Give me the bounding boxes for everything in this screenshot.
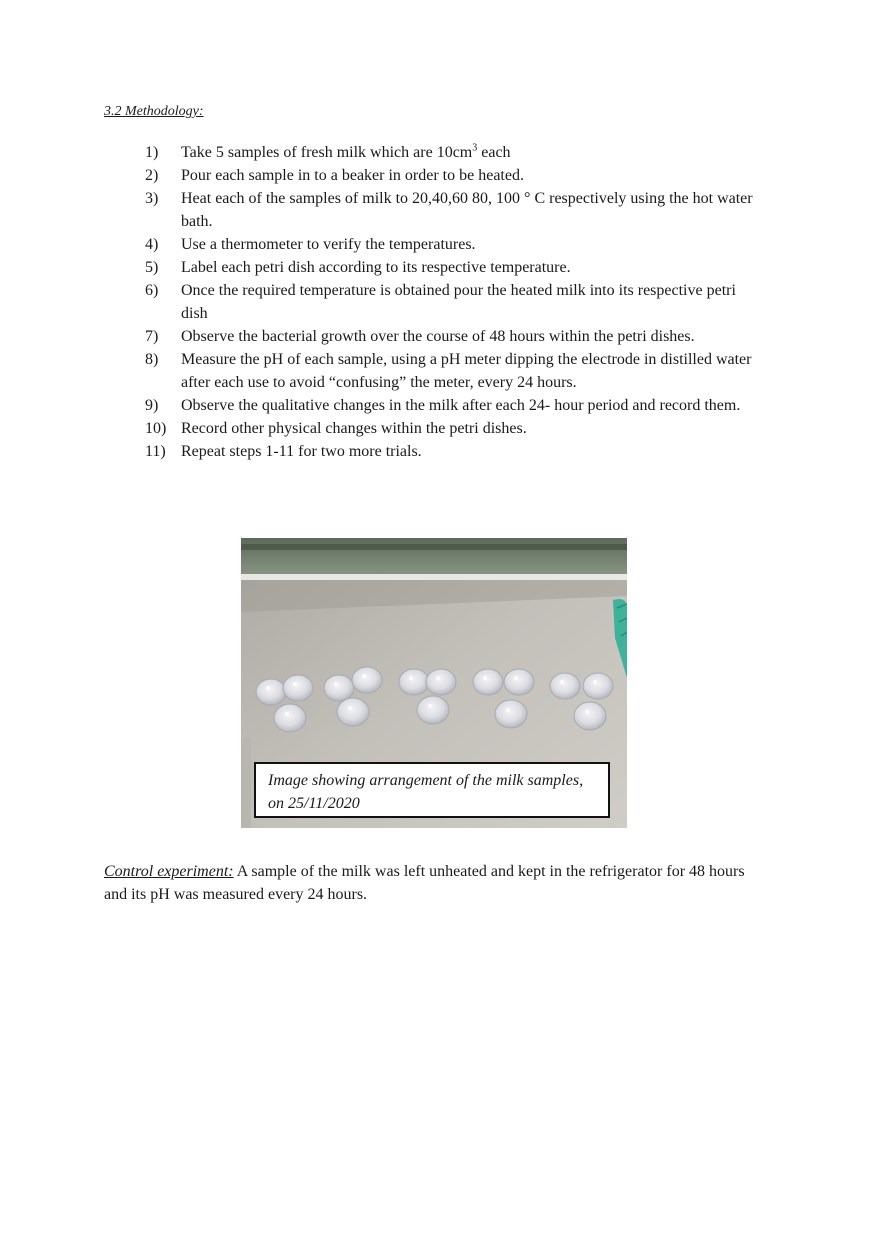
step-number: 5)	[145, 259, 159, 276]
step-number: 10)	[145, 420, 167, 437]
step-text: Measure the pH of each sample, using a pH meter dipping the electrode in distilled water after each use to avoid “confusing” the meter, every 24 hours.	[181, 351, 752, 391]
step-number: 11)	[145, 443, 166, 460]
control-experiment	[104, 860, 764, 906]
step-text: Observe the bacterial growth over the course of 48 hours within the petri dishes.	[181, 328, 695, 345]
step-item	[145, 233, 765, 256]
step-text: Heat each of the samples of milk to 20,40,60 80, 100 ° C respectively using the hot water bath.	[181, 190, 753, 230]
step-text: Once the required temperature is obtained pour the heated milk into its respective petri dish	[181, 282, 736, 322]
step-number: 7)	[145, 328, 159, 345]
step-number: 1)	[145, 144, 159, 161]
photo-caption: Image showing arrangement of the milk samples, on 25/11/2020	[254, 762, 610, 818]
control-experiment-text: A sample of the milk was left unheated and kept in the refrigerator for 48 hours and its pH was measured every 24 hours.	[104, 863, 745, 903]
control-experiment-label: Control experiment:	[104, 863, 234, 880]
step-text: Record other physical changes within the petri dishes.	[181, 420, 527, 437]
step-number: 4)	[145, 236, 159, 253]
step-number: 8)	[145, 351, 159, 368]
methodology-steps	[145, 141, 765, 463]
step-item	[145, 440, 765, 463]
step-item	[145, 348, 765, 394]
step-number: 6)	[145, 282, 159, 299]
step-item	[145, 141, 765, 164]
step-text: Take 5 samples of fresh milk which are $10cm^3$ each	[181, 142, 511, 161]
step-text: Use a thermometer to verify the temperatures.	[181, 236, 476, 253]
step-item	[145, 256, 765, 279]
superscript-3: 3	[472, 142, 478, 154]
step-number: 2)	[145, 167, 159, 184]
step-text: Repeat steps 1-11 for two more trials.	[181, 443, 422, 460]
step-number: 3)	[145, 190, 159, 207]
step-item	[145, 325, 765, 348]
step-item	[145, 164, 765, 187]
step-text: Pour each sample in to a beaker in order to be heated.	[181, 167, 524, 184]
step-item	[145, 279, 765, 325]
section-heading: 3.2 Methodology:	[104, 104, 204, 119]
step-text: Observe the qualitative changes in the milk after each 24- hour period and record them.	[181, 397, 741, 414]
step-text: Label each petri dish according to its respective temperature.	[181, 259, 571, 276]
step-item	[145, 187, 765, 233]
step-item	[145, 394, 765, 417]
step-item	[145, 417, 765, 440]
step-number: 9)	[145, 397, 159, 414]
